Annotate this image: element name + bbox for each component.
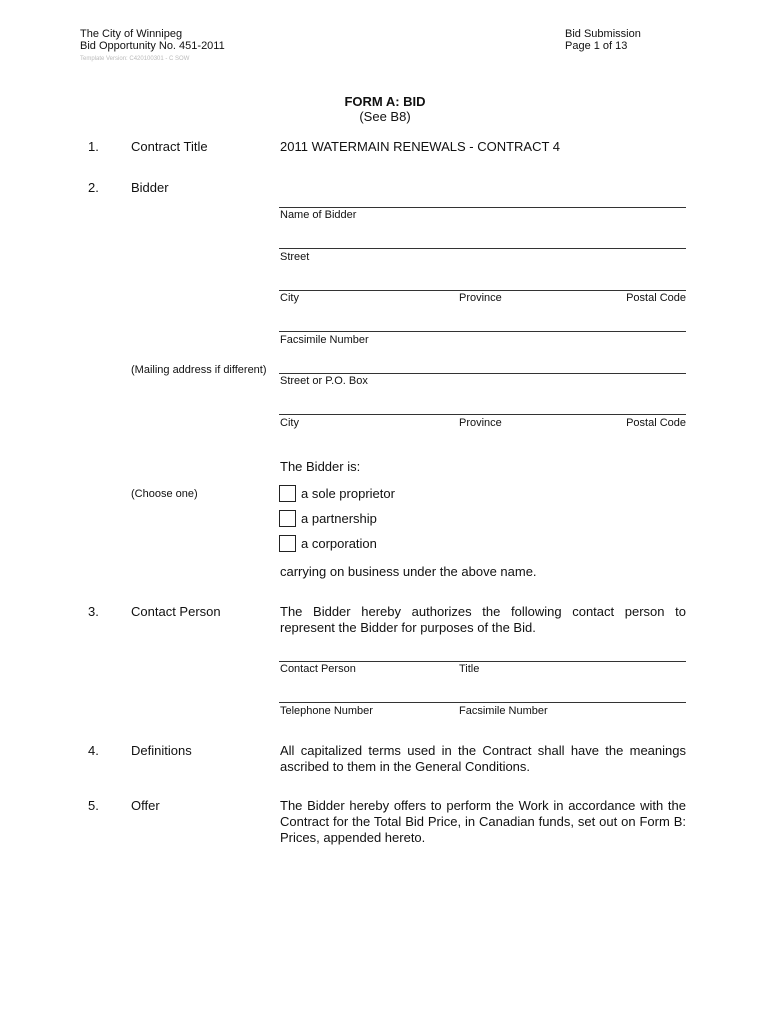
street-label: Street [280,251,310,263]
s5-label: Offer [131,798,160,813]
s4-text: All capitalized terms used in the Contract shall have the meanings ascribed to them in the General Conditions. [280,743,686,774]
s3-text: The Bidder hereby authorizes the following contact person to represent the Bidder for purposes of the Bid. [280,604,686,635]
bidder-name-field[interactable] [279,207,686,208]
s3-label: Contact Person [131,604,221,619]
fax-field[interactable] [279,331,686,332]
postal-label: Postal Code [626,292,686,304]
opt2-label: a partnership [301,511,377,526]
sole-proprietor-checkbox[interactable] [279,485,296,502]
s1-num: 1. [88,139,99,154]
city-label: City [280,292,299,304]
form-subtitle: (See B8) [359,109,411,124]
form-title: FORM A: BID [344,94,426,109]
contact-fax-label: Facsimile Number [459,705,548,717]
street2-label: Street or P.O. Box [280,375,368,387]
header-org: The City of Winnipeg [80,28,183,40]
fax-label: Facsimile Number [280,334,369,346]
s2-num: 2. [88,180,99,195]
street2-field[interactable] [279,373,686,374]
bidder-is: The Bidder is: [280,459,361,474]
carrying-text: carrying on business under the above name. [280,564,537,579]
s3-num: 3. [88,604,99,619]
s2-label: Bidder [131,180,169,195]
s4-label: Definitions [131,743,192,758]
province-label: Province [459,292,502,304]
phone-field[interactable] [279,702,686,703]
province2-label: Province [459,417,502,429]
template-version: Template Version: C420100301 - C SOW [80,56,190,62]
corporation-checkbox[interactable] [279,535,296,552]
opt1-label: a sole proprietor [301,486,395,501]
opt3-label: a corporation [301,536,377,551]
title-label: Title [459,663,480,675]
contract-title: 2011 WATERMAIN RENEWALS - CONTRACT 4 [280,139,561,154]
city-field[interactable] [279,290,686,291]
s1-label: Contract Title [131,139,208,154]
header-page: Page 1 of 13 [565,40,628,52]
s4-num: 4. [88,743,99,758]
city2-field[interactable] [279,414,686,415]
choose-one: (Choose one) [131,488,198,500]
street-field[interactable] [279,248,686,249]
s5-text: The Bidder hereby offers to perform the Work in accordance with the Contract for the Total Bid Price, in Canadian funds, set out on Form B: Prices, appended hereto. [280,798,686,845]
mailing-label: (Mailing address if different) [131,364,267,376]
phone-label: Telephone Number [280,705,373,717]
contact-field[interactable] [279,661,686,662]
postal2-label: Postal Code [626,417,686,429]
contact-label: Contact Person [280,663,356,675]
partnership-checkbox[interactable] [279,510,296,527]
header-bid: Bid Opportunity No. 451-2011 [80,40,225,52]
s5-num: 5. [88,798,99,813]
name-label: Name of Bidder [280,209,357,221]
header-right1: Bid Submission [565,28,641,40]
city2-label: City [280,417,299,429]
